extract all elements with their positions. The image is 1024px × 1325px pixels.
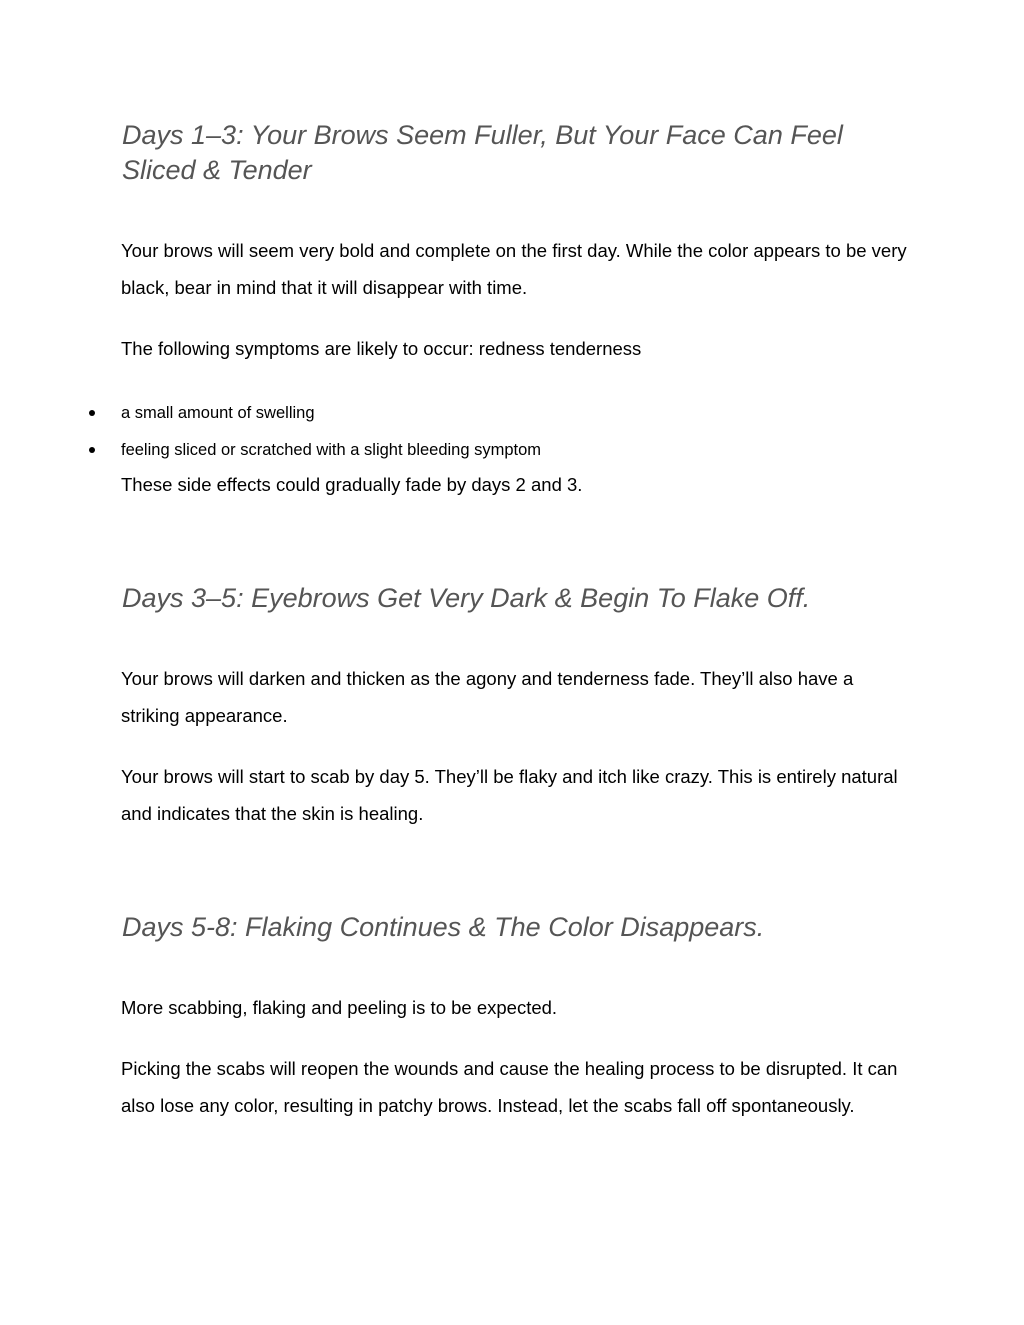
- paragraph: More scabbing, flaking and peeling is to be expected.: [121, 997, 558, 1018]
- list-item-text: feeling sliced or scratched with a slight bleeding symptom: [121, 441, 542, 459]
- paragraph: Your brows will start to scab by day 5. They’ll be flaky and itch like crazy. This is entirely natural and indicates that the skin is healing.: [121, 766, 898, 824]
- paragraph: The following symptoms are likely to occur: redness tenderness: [121, 338, 642, 359]
- list-item-text: a small amount of swelling: [121, 404, 315, 422]
- paragraph: Picking the scabs will reopen the wounds and cause the healing process to be disrupted. It can also lose any color, resulting in patchy brows. Instead, let the scabs fall off spontaneously.: [121, 1058, 898, 1116]
- paragraph: Your brows will seem very bold and complete on the first day. While the color appears to be very black, bear in mind that it will disappear with time.: [121, 240, 907, 298]
- paragraph: Your brows will darken and thicken as the agony and tenderness fade. They’ll also have a striking appearance.: [121, 668, 854, 726]
- section-heading: Days 5-8: Flaking Continues & The Color Disappears.: [122, 912, 765, 942]
- section-heading: Days 3–5: Eyebrows Get Very Dark & Begin To Flake Off.: [122, 583, 811, 613]
- bullet-icon: [89, 447, 95, 453]
- symptom-list: [0, 402, 1024, 476]
- list-item: [0, 402, 1024, 439]
- bullet-icon: [89, 410, 95, 416]
- paragraph: These side effects could gradually fade by days 2 and 3.: [121, 474, 583, 495]
- section-heading: Days 1–3: Your Brows Seem Fuller, But Your Face Can Feel Sliced & Tender: [122, 120, 843, 185]
